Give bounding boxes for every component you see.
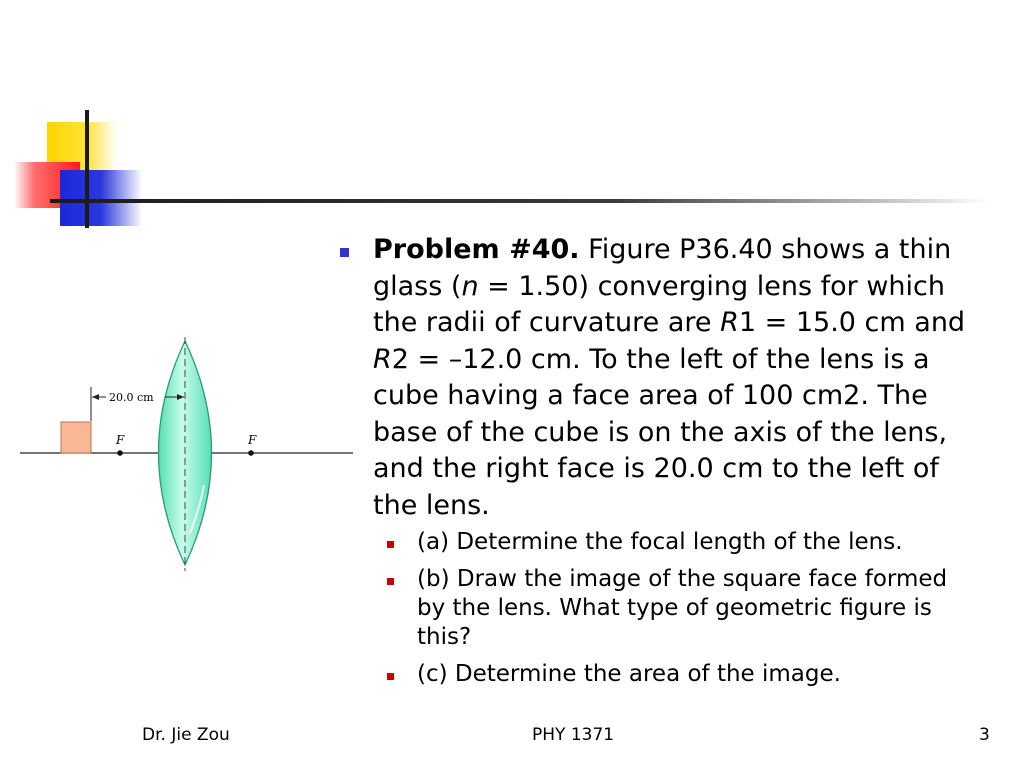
- footer-page-number: 3: [979, 725, 990, 745]
- bullet-square-icon: [387, 541, 394, 548]
- problem-parts-list: [336, 528, 996, 689]
- slide-content: [336, 232, 996, 697]
- cube-face: [61, 422, 91, 453]
- dimension-arrow-left: [92, 394, 99, 400]
- distance-label: 20.0 cm: [109, 391, 154, 404]
- title-divider-line: [50, 199, 990, 203]
- lens-diagram: [20, 335, 355, 575]
- problem-title: Problem #40.: [373, 234, 580, 265]
- decor-blue-square: [60, 170, 142, 226]
- footer-course: PHY 1371: [532, 725, 615, 745]
- focal-point-right: [248, 450, 254, 456]
- lens-figure: [20, 335, 355, 575]
- focal-point-left: [117, 450, 123, 456]
- focal-label-right: F: [248, 433, 257, 447]
- footer-author: Dr. Jie Zou: [142, 725, 230, 745]
- bullet-square-icon: [387, 673, 394, 680]
- problem-statement: Problem #40. Figure P36.40 shows a thin glass (n = 1.50) converging lens for which the radii of curvature are R1 = 15.0 cm and R2 = –12.0 cm. To the left of the lens is a cube having a face area of 100 cm2. The base of the cube is on the axis of the lens, and the right face is 20.0 cm to the left of the lens.: [373, 234, 966, 521]
- bullet-square-icon: [340, 248, 349, 257]
- list-item: (a) Determine the focal length of the lens.: [417, 528, 982, 557]
- decor-vertical-line: [85, 110, 89, 228]
- list-item: (b) Draw the image of the square face formed by the lens. What type of geometric figure is this?: [417, 565, 982, 652]
- list-item: (c) Determine the area of the image.: [417, 660, 982, 689]
- problem-bullet: [336, 232, 996, 524]
- bullet-square-icon: [387, 578, 394, 585]
- focal-label-left: F: [116, 433, 125, 447]
